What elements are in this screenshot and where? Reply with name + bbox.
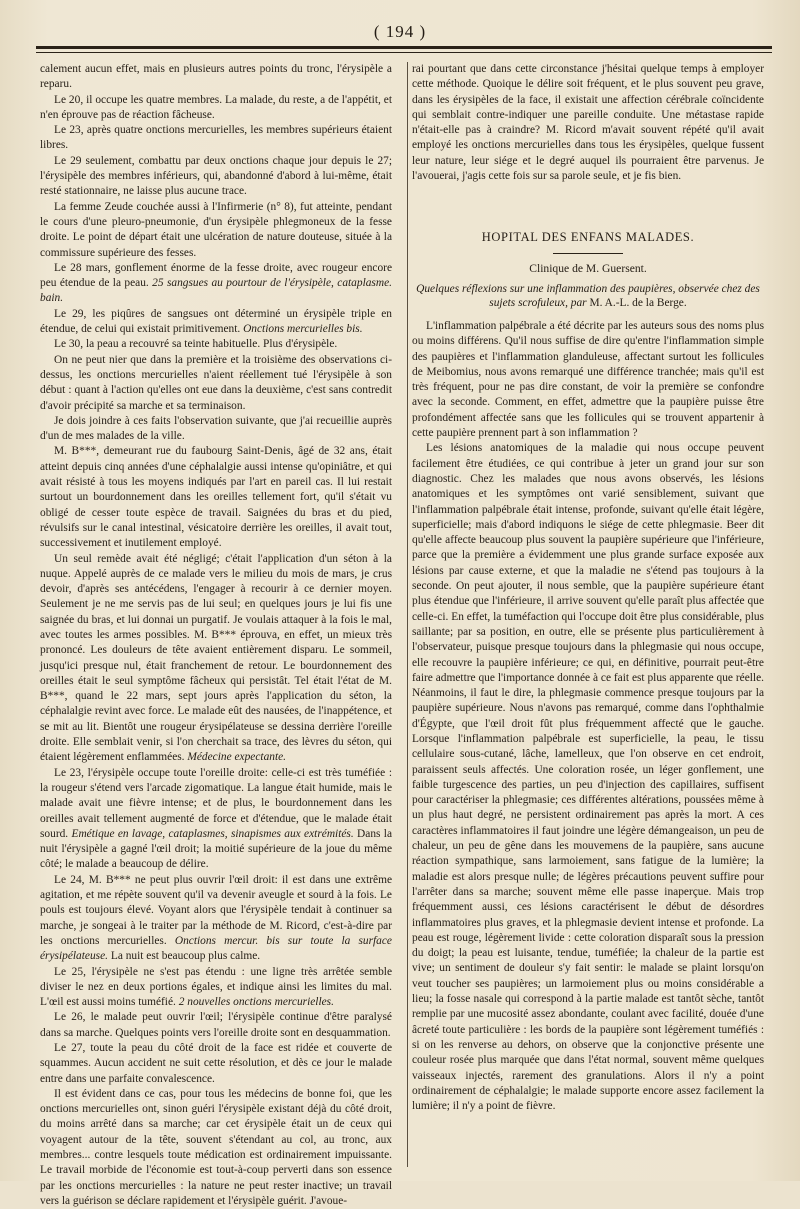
paragraph-text-continued: Dans la nuit l'érysipèle a gagné l'œil droit; la moitié supérieure de la joue du même côté; le malade a beaucoup de délire. (40, 827, 393, 871)
left-paragraph (40, 414, 392, 445)
paragraph-text: On ne peut nier que dans la première et la troisième des observations ci-dessus, les onctions mercurielles n'aient réellement tué l'érysipèle à son début : quant à l'action qu'elles ont eue dans la deuxième, c'est sans contredit d'avoir précipité sa marche et sa terminaison. (40, 353, 392, 412)
prescription-text: 25 sangsues au pourtour de l'érysipèle, cataplasme. bain. (40, 277, 392, 305)
hospital-heading: HOPITAL DES ENFANS MALADES. (481, 230, 695, 245)
article-title-text: Quelques réflexions sur une inflammation des paupières, observée chez des sujets scrofuleux, par (416, 282, 760, 310)
paragraph-text: Le 23, après quatre onctions mercurielles, les membres supérieurs étaient libres. (40, 124, 392, 152)
paragraph-text: Le 20, il occupe les quatre membres. La malade, du reste, a de l'appétit, et n'en éprouve pas de réaction fâcheuse. (40, 93, 392, 121)
header-rule-thin (36, 52, 772, 53)
paragraph-text: Le 29, les piqûres de sangsues ont déterminé un érysipèle triple en étendue, de celui qui existait primitivement. (40, 307, 392, 336)
left-paragraph (40, 154, 392, 200)
paragraph-text: Un seul remède avait été négligé; c'était l'application d'un séton à la nuque. Appelé auprès de ce malade vers le milieu du mois de mars, je crus devoir, d'après ses antécédens, l'engager à recourir à ce dernier moyen. Seulement je ne me servis pas de lui seul; en quelques jours je lui fis une saignée du bras, et lui donnai un purgatif. Je voulais attaquer à la fois le mal, avec toutes les armes possibles. M. B*** éprouva, en effet, un mieux très prononcé. Les douleurs de tête avaient entièrement disparu. Le sommeil, jusqu'ici presque nul, était franchement de retour. Le bourdonnement des oreilles était le seul symptôme fâcheux qui persistât. Tel était l'état de M. B***, quand le 22 mars, sept jours après l'application du séton, la céphalalgie revint avec force. Le malade eût des nausées, de l'inappétence, et se mit au lit. Bientôt une rougeur érysipélateuse se dessina derrière l'oreille droite. Elle semblait venir, si l'on cherchait sa trace, des lèvres du séton, qui étaient légèrement enflammées. (40, 552, 392, 764)
right-paragraph: L'inflammation palpébrale a été décrite par les auteurs sous des noms plus ou moins différens. Qu'il nous suffise de dire qu'entre l'inflammation simple des paupières et l'inflammation glanduleuse, affectant surtout les follicules de Meibomius, nous avons remarqué une différence tranchée; mais qu'il est très fréquent, pour ne pas dire constant, de voir la première se confondre avec la seconde. Comment, en effet, admettre que la paupière puisse être profondément affectée sans que les follicules qui se trouvent appartenir à cette paupière prennent part à son inflammation ? (412, 319, 764, 440)
left-column (40, 62, 393, 1207)
header-rule-thick (36, 46, 772, 49)
left-paragraph (40, 337, 392, 352)
left-paragraph (40, 62, 392, 93)
prescription-text: Emétique en lavage, cataplasmes, sinapismes aux extrémités. (68, 827, 354, 840)
left-paragraph (40, 766, 392, 873)
heading-rule (553, 253, 623, 254)
left-paragraph (40, 444, 392, 551)
left-paragraph (40, 353, 392, 414)
paragraph-text: Je dois joindre à ces faits l'observation suivante, que j'ai recueillie auprès d'un de mes malades de la ville. (40, 414, 392, 443)
article-author: M. A.-L. de la Berge. (586, 297, 687, 310)
clinic-heading: Clinique de M. Guersent. (529, 261, 647, 275)
paragraph-text: Le 24, M. B*** ne peut plus ouvrir l'œil droit: il est dans une extrême agitation, et me répète souvent qu'il va devenir aveugle et sourd à la fois. Le pouls est toujours élevé. Voyant alors que l'érysipèle tendait à continuer sa marche, je songeai à le traiter par la méthode de M. Ricord, c'est-à-dire par les onctions mercurielles. (40, 873, 392, 947)
article-body (412, 319, 764, 1114)
paragraph-text: Le 23, l'érysipèle occupe toute l'oreille droite: celle-ci est très tuméfiée : la rougeur s'étend vers l'arcade zigomatique. La langue était humide, mais le malade avait une fièvre intense; et de plus, le bourdonnement dans les oreilles avait tellement augmenté de force et d'étendue, que le malade était sourd. (40, 766, 392, 840)
prescription-text: Onctions mercurielles bis. (240, 323, 363, 336)
paragraph-text: Le 27, toute la peau du côté droit de la face est ridée et couverte de squammes. Aucun accident ne suit cette résolution, et dès ce jour le malade entre dans une parfaite convalescence. (40, 1042, 392, 1085)
text-columns (40, 62, 764, 1207)
right-paragraph: Les lésions anatomiques de la maladie qui nous occupe peuvent facilement être étudiées, ce qui contribue à jeter un grand jour sur son diagnostic. Chez les malades que nous avons observés, les lésions anatomiques et les symptômes ont varié sensiblement, suivant que l'inflammation palpébrale était intense, profonde, suivant qu'elle était légère, superficielle; mais d'abord indiquons le siége de cette phlegmasie. Beer dit qu'elle affecte beaucoup plus souvent la paupière supérieure que l'inférieure, parce que la première a évidemment une plus grande surface exposée aux lésions par cause externe, et que la maladie ne s'étend pas toujours à la seconde. On peut ajouter, il nous semble, que la paupière supérieure étant plus étendue que l'inférieure, il arrive souvent qu'elle paraît plus affectée que celle-ci. En effet, la tuméfaction qui l'occupe doit être plus considérable, plus saillante; par sa position, en outre, elle se présente plus particulièrement à l'observateur, puisque presque toujours dans la phlegmasie qui nous occupe, elle recouvre la paupière inférieure; ce qui, en définitive, pourrait peut-être faire admettre que l'importance donnée à ce fait est plus apparente que réelle. Néanmoins, il faut le dire, la phlegmasie commence presque toujours par la paupière supérieure. Nous n'avons pas remarqué, comme dans l'ophthalmie d'Égypte, que l'œil droit fût plus fréquemment affecté que le gauche. Lorsque l'inflammation palpébrale est superficielle, la peau, le tissu cellulaire sous-cutané, lâche, lamelleux, que l'on observe en cet endroit, paraissent seuls affectés. Une coloration rosée, un léger gonflement, une faible turgescence des parties, un peu d'injection des capillaires, suffisent pour caractériser la phlegmasie; ces différentes altérations, poussées même à un plus haut degré, ne persistent ordinairement pas après la mort. A ces caractères inflammatoires il faut joindre une légère démangeaison, un peu de chaleur, un peu de gêne dans les mouvemens de la paupière, sans aucune réaction sympathique, sans larmoiement, sans fatigue de la lumière; la maladie est alors presque nulle; de légères précautions peuvent suffire pour l'arrêter dans sa marche; souvent même elle passe inaperçue. Mais trop fréquemment aussi, ces lésions caractérisent le début de désordres inflammatoires plus graves, et la phlegmasie devient intense et profonde. La peau est rouge, légèrement livide : cette coloration disparaît sous la pression du doigt; la peau est luisante, tendue, tuméfiée; la chaleur de la partie est vive; un sentiment de douleur s'y fait sentir: le malade se plaint lorsqu'on veut toucher ses paupières; un larmoiement plus ou moins considérable a lieu; la fosse nasale qui correspond à la partie malade est tantôt sèche, tantôt remplie par une mucosité assez abondante, coulant avec facilité, douée d'une âcreté toute particulière : les bords de la paupière sont légèrement tuméfiés : si on les renverse au dehors, on observe que la conjonctive présente une couleur rosée plus marquée que dans l'état normal, souvent même quelques vaisseaux injectés, rarement des granulations. Alors il n'y a point ordinairement de céphalalgie; le malade supporte encore assez facilement la lumière; il n'y a point de fièvre. (412, 442, 764, 1113)
left-paragraph (40, 123, 392, 154)
paragraph-text: M. B***, demeurant rue du faubourg Saint-Denis, âgé de 32 ans, était atteint depuis cinq années d'une céphalalgie aussi intense qu'opiniâtre, et qui avait résisté à tous les moyens indiqués par l'art en pareil cas. Il lui restait surtout un bourdonnement dans les oreilles tellement fort, qu'il s'était vu obligé de cesser toute espèce de travail. Saignées du bras et du pied, révulsifs sur le canal intestinal, vésicatoire derrière les oreilles, il avait tout, successivement et inutilement employé. (40, 445, 392, 550)
right-column-continuation: rai pourtant que dans cette circonstance j'hésitai quelque temps à employer cette méthode. Quoique le délire soit fréquent, et le plus souvent peu grave, dans les érysipèles de la face, il existait une affection cérébrale coïncidente qui semblait contre-indiquer une pareille conduite. Une métastase rapide n'était-elle pas à craindre? M. Ricord m'avait souvent répété qu'il avait employé les onctions mercurielles dans tous les érysipèles, quelque fussent leur nature, leur siége et le degré auquel ils pourraient être parvenus. Je l'avouerai, j'agis cette fois sur sa parole seule, et je fis bien. (412, 63, 764, 183)
left-paragraph (40, 1087, 392, 1209)
paragraph-text: Le 25, l'érysipèle ne s'est pas étendu : une ligne très arrêtée semble diviser le nez en deux portions égales, et indique ainsi les limites du mal. L'œil est aussi moins tuméfié. (40, 965, 392, 1009)
paragraph-text: Le 26, le malade peut ouvrir l'œil; l'érysipèle continue d'être paralysé dans sa marche. Quelques points vers l'oreille droite sont en desquammation. (40, 1011, 392, 1039)
left-paragraph (40, 873, 392, 965)
left-paragraph (40, 1010, 392, 1041)
paragraph-text: La femme Zeude couchée aussi à l'Infirmerie (n° 8), fut atteinte, pendant le cours d'une pleuro-pneumonie, d'un érysipèle phlegmoneux de la fesse droite. Le point de départ était une ulcération de nature douteuse, située à la commissure supérieure des fesses. (40, 200, 392, 259)
paragraph-text-continued: La nuit est beaucoup plus calme. (108, 950, 261, 963)
left-paragraph (40, 261, 392, 307)
left-paragraph (40, 200, 392, 261)
paragraph-text: Le 30, la peau a recouvré sa teinte habituelle. Plus d'érysipèle. (54, 338, 338, 351)
article-title (412, 282, 764, 311)
left-paragraph (40, 1041, 392, 1087)
left-paragraph (40, 93, 392, 124)
left-paragraph (40, 307, 392, 338)
prescription-text: Médecine expectante. (184, 751, 287, 764)
paragraph-text: Le 29 seulement, combattu par deux onctions chaque jour depuis le 27; l'érysipèle des membres inférieurs, qui, abandonné d'abord à lui-même, était resté stationnaire, ne laisse plus aucune trace. (40, 154, 392, 198)
paragraph-text: calement aucun effet, mais en plusieurs autres points du tronc, l'érysipèle a reparu. (40, 63, 392, 91)
left-paragraph (40, 965, 392, 1011)
prescription-text: Onctions mercur. bis sur toute la surface érysipélateuse. (40, 934, 392, 963)
paragraph-text: Il est évident dans ce cas, pour tous les médecins de bonne foi, que les onctions mercurielles ont, sinon guéri l'érysipèle existant déjà du côté droit, du moins arrêté dans sa marche; car cet érysipèle était un de ceux qui voyagent autour de la tête, souvent s'étendant au col, au tronc, aux membres... contre lesquels toute médication est ordinairement impuissante. Le travail morbide de l'économie est tout-à-coup perverti dans son essence par les onctions mercurielles : la nature ne peut rester inactive; un travail vers la guérison se déclare rapidement et l'érysipèle guérit. J'avoue- (40, 1087, 392, 1207)
paragraph-text: Le 28 mars, gonflement énorme de la fesse droite, avec rougeur encore peu étendue de la peau. (40, 261, 392, 290)
left-paragraph (40, 552, 392, 766)
prescription-text: 2 nouvelles onctions mercurielles. (175, 996, 334, 1009)
page-number: ( 194 ) (373, 22, 427, 41)
right-column (412, 62, 764, 1173)
